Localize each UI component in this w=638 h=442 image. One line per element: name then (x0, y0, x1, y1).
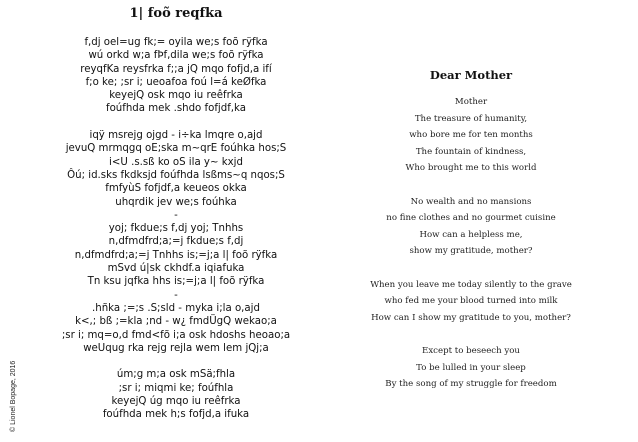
poem-line: jevuQ mrmqgq oE;ska m~qrE foúhka hos;S (65, 143, 287, 155)
poem-line: weUqug rka rejg rejla wem lem jQj;a (83, 342, 269, 354)
left-poem (40, 36, 312, 422)
poem-line (330, 260, 612, 277)
poem-line: mSvd ú|sk ckhdf.a iqiafuka (107, 263, 245, 275)
poem-line: ;sr i; mq=o,d fmd<fõ i;a osk hdoshs heoao;a (61, 329, 291, 341)
poem-line: show my gratitude, mother? (409, 246, 533, 257)
right-page (330, 0, 638, 442)
poem-line: keyejQ osk mqo iu reêfrka (109, 90, 243, 102)
poem-line (40, 116, 312, 129)
poem-line: - (174, 289, 178, 301)
poem-line: foúfhda mek .shdo fofjdf,ka (105, 103, 247, 115)
poem-line: How can a helpless me, (419, 229, 523, 240)
left-page (40, 0, 312, 442)
poem-line (40, 355, 312, 368)
poem-line: Who brought me to this world (405, 163, 537, 174)
poem-line: i<U .s.sß ko oS ila y~ kxjd (109, 156, 243, 168)
poem-line: Ôú; id.sks fkdksjd foúfhda lsßms~q nqos;S (67, 169, 285, 181)
poem-line: The treasure of humanity, (414, 113, 528, 124)
poem-line: - (174, 209, 178, 221)
poem-line: n,dfmdfrd;a;=j Tnhhs is;=j;a l| foõ rÿfka (74, 249, 278, 261)
poem-line: n,dfmdfrd;a;=j fkdue;s f,dj (108, 236, 244, 248)
poem-line: wú orkd w;a fÞf,dila we;s foõ rÿfka (88, 50, 264, 62)
poem-line: úm;g m;a osk mSä;fhla (116, 369, 236, 381)
poem-line: Except to beseech you (422, 345, 520, 356)
left-page-title: 1| foõ reqfka (129, 6, 223, 21)
poem-line: To be lulled in your sleep (416, 362, 526, 373)
poem-line: keyejQ úg mqo iu reêfrka (111, 396, 241, 408)
copyright-note: © Lionel Bopage, 2016 (10, 360, 17, 432)
poem-line: f;o ke; ;sr i; ueoafoa foú l=á keØfka (85, 76, 267, 88)
poem-line: no fine clothes and no gourmet cuisine (386, 213, 556, 224)
poem-line: By the song of my struggle for freedom (385, 379, 557, 390)
poem-line: who bore me for ten months (409, 130, 533, 141)
poem-line: f,dj oel=ug fk;= oyila we;s foõ rÿfka (84, 37, 268, 48)
poem-line: .hñka ;=;s .S;sld - myka i;la o,ajd (92, 302, 260, 314)
poem-line: No wealth and no mansions (410, 196, 532, 207)
poem-line: How can I show my gratitude to you, mother? (371, 312, 571, 323)
poem-line: Tn ksu jqfka hhs is;=j;a l| foõ rÿfka (87, 276, 265, 288)
poem-line: foúfhda mek h;s fofjd,a ifuka (102, 409, 250, 421)
poem-line: When you leave me today silently to the grave (370, 279, 572, 290)
poem-line: who fed me your blood turned into milk (384, 296, 558, 307)
poem-line: Mother (454, 97, 488, 107)
poem-line: k<,; bß ;=kla ;nd - w¿ fmdÜgQ wekao;a (75, 316, 277, 328)
poem-line: iqÿ msrejg ojgd - i÷ka lmqre o,ajd (89, 130, 263, 142)
right-poem (330, 94, 612, 393)
poem-line (330, 326, 612, 343)
poem-line: yoj; fkdue;s f,dj yoj; Tnhhs (108, 223, 244, 235)
poem-line (330, 177, 612, 194)
right-page-title: Dear Mother (429, 68, 513, 82)
poem-line: uhqrdik jev we;s foúhka (115, 196, 237, 208)
poem-line: reyqfKa reysfrka f;;a jQ mqo fofjd,a ifí (80, 63, 272, 75)
poem-line: ;sr i; miqmi ke; foúfhla (118, 382, 234, 394)
poem-line: fmfyùS fofjdf,a keueos okka (105, 183, 247, 195)
poem-line: The fountain of kindness, (415, 146, 527, 157)
